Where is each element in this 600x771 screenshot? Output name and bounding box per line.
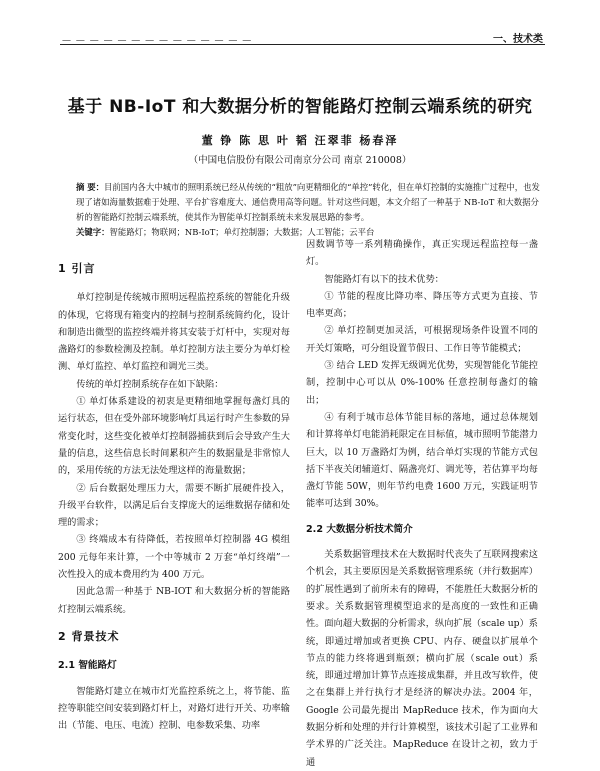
- keywords-label: 关键字：: [76, 227, 110, 237]
- header-dash-rule: — — — — — — — — — — — — — —: [62, 36, 253, 46]
- right-column: [306, 236, 538, 771]
- keywords-text: 智能路灯；物联网；NB-IoT；单灯控制器；大数据；人工智能；云平台: [109, 227, 375, 237]
- paper-title: 基于 NB-IoT 和大数据分析的智能路灯控制云端系统的研究: [67, 97, 533, 117]
- paragraph: 单灯控制是传统城市照明远程监控系统的智能化升级的体现，它将现有箱变内的控制与控制系统简约化，设计和制造出微型的监控终端并将其安装于灯杆中，实现对每盏路灯的参数检测及控制。单灯控制方法主要分为单灯检测、单灯监控、单灯监控和调光三类。: [58, 292, 290, 373]
- abstract: [76, 180, 540, 225]
- affiliation: （中国电信股份有限公司南京分公司 南京 210008）: [188, 155, 412, 166]
- abstract-label: 摘 要：: [76, 182, 105, 192]
- paragraph: 关系数据管理技术在大数据时代丧失了互联网搜索这个机会，其主要原因是关系数据管理系统（并行数据库）的扩展性遇到了前所未有的障碍，不能胜任大数据分析的要求。关系数据管理模型追求的是高度的一致性和正确性。面向超大数据的分析需求，纵向扩展（scale up）系统，即通过增加或者更换 CPU、内存、硬盘以扩展单个节点的能力终将遇到瓶颈；横向扩展（scale out）系统，即通过增加计算节点连接成集群，并且改写软件，使之在集群上并行执行才是经济的解决办法。2004 年，Google 公司最先提出 MapReduce 技术，作为面向大数据分析和处理的并行计算模型，该技术引起了工业界和学术界的广泛关注。MapReduce 在设计之初，致力于通: [306, 549, 538, 768]
- section-heading-background: 2 背景技术: [58, 629, 120, 643]
- section-label: 一、技术类: [493, 34, 543, 45]
- paragraph: ② 单灯控制更加灵活，可根据现场条件设置不同的开关灯策略，可分组设置节假日、工作日等节能模式；: [306, 325, 538, 354]
- subsection-heading-smart-lighting: 2.1 智能路灯: [58, 660, 117, 672]
- paragraph: ① 节能的程度比降功率、降压等方式更为直接、节电率更高；: [306, 290, 538, 320]
- paragraph: 传统的单灯控制系统存在如下缺陷：: [76, 378, 224, 390]
- paragraph: 智能路灯有以下的技术优势：: [324, 273, 444, 285]
- paragraph: ② 后台数据处理压力大，需要不断扩展硬件投入，升级平台软件，以满足后台支撑庞大的运维数据存储和处理的需求；: [58, 482, 290, 529]
- abstract-text: 目前国内各大中城市的照明系统已经从传统的“粗放”向更精细化的“单控”转化，但在单灯控制的实施推广过程中，也发现了诸如海量数据难于处理、平台扩容难度大、通信费用高等问题。针对这些问题，本文介绍了一种基于 NB-IoT 和大数据分析的智能路灯控制云端系统，使其作为智能单灯控制系统未来发展思路的参考。: [76, 182, 540, 222]
- header-divider: [60, 44, 545, 45]
- abstract-block: [76, 180, 540, 240]
- authors: 董 铮 陈 思 叶 韬 汪翠菲 杨春泽: [201, 134, 399, 147]
- paragraph: 因数调节等一系列精确操作，真正实现远程监控每一盏灯。: [306, 239, 538, 268]
- subsection-heading-big-data: 2.2 大数据分析技术简介: [306, 523, 413, 535]
- paragraph: ④ 有利于城市总体节能目标的落地，通过总体规划和计算将单灯电能消耗限定在目标值，城市照明节能潜力巨大，以 10 万盏路灯为例，结合单灯实现的节能方式包括下半夜关闭辅道灯、隔盏亮灯、调光等，若估算平均每盏灯节能 50W，则年节约电费 1600 万元，实践证明节能率可达到 30%。: [306, 411, 538, 510]
- left-column: [58, 250, 290, 734]
- paragraph: ③ 终端成本有待降低，若按照单灯控制器 4G 模组 200 元每年来计算，一个中等城市 2 万套“单灯终端”一次性投入的成本费用约为 400 万元。: [58, 534, 290, 581]
- paragraph: 因此急需一种基于 NB-IOT 和大数据分析的智能路灯控制云端系统。: [58, 586, 290, 615]
- section-heading-intro: 1 引言: [58, 262, 96, 275]
- paragraph: ① 单灯体系建设的初衷是更精细地掌握每盏灯具的运行状态，但在受外部环境影响灯具运行时产生参数的异常变化时，这些变化被单灯控制器捕获到后会导致产生大量的信息，这些信息长时间累积产生的数据量是非常惊人的，采用传统的方法无法处理这样的海量数据；: [58, 396, 290, 477]
- paragraph: ③ 结合 LED 发挥无级调光优势，实现智能化节能控制，控制中心可以从 0%-100% 任意控制每盏灯的输出；: [306, 360, 538, 406]
- paragraph: 智能路灯建立在城市灯光监控系统之上，将节能、监控等职能空间安装到路灯杆上，对路灯进行开关、功率输出（节能、电压、电流）控制、电参数采集、功率: [58, 685, 290, 732]
